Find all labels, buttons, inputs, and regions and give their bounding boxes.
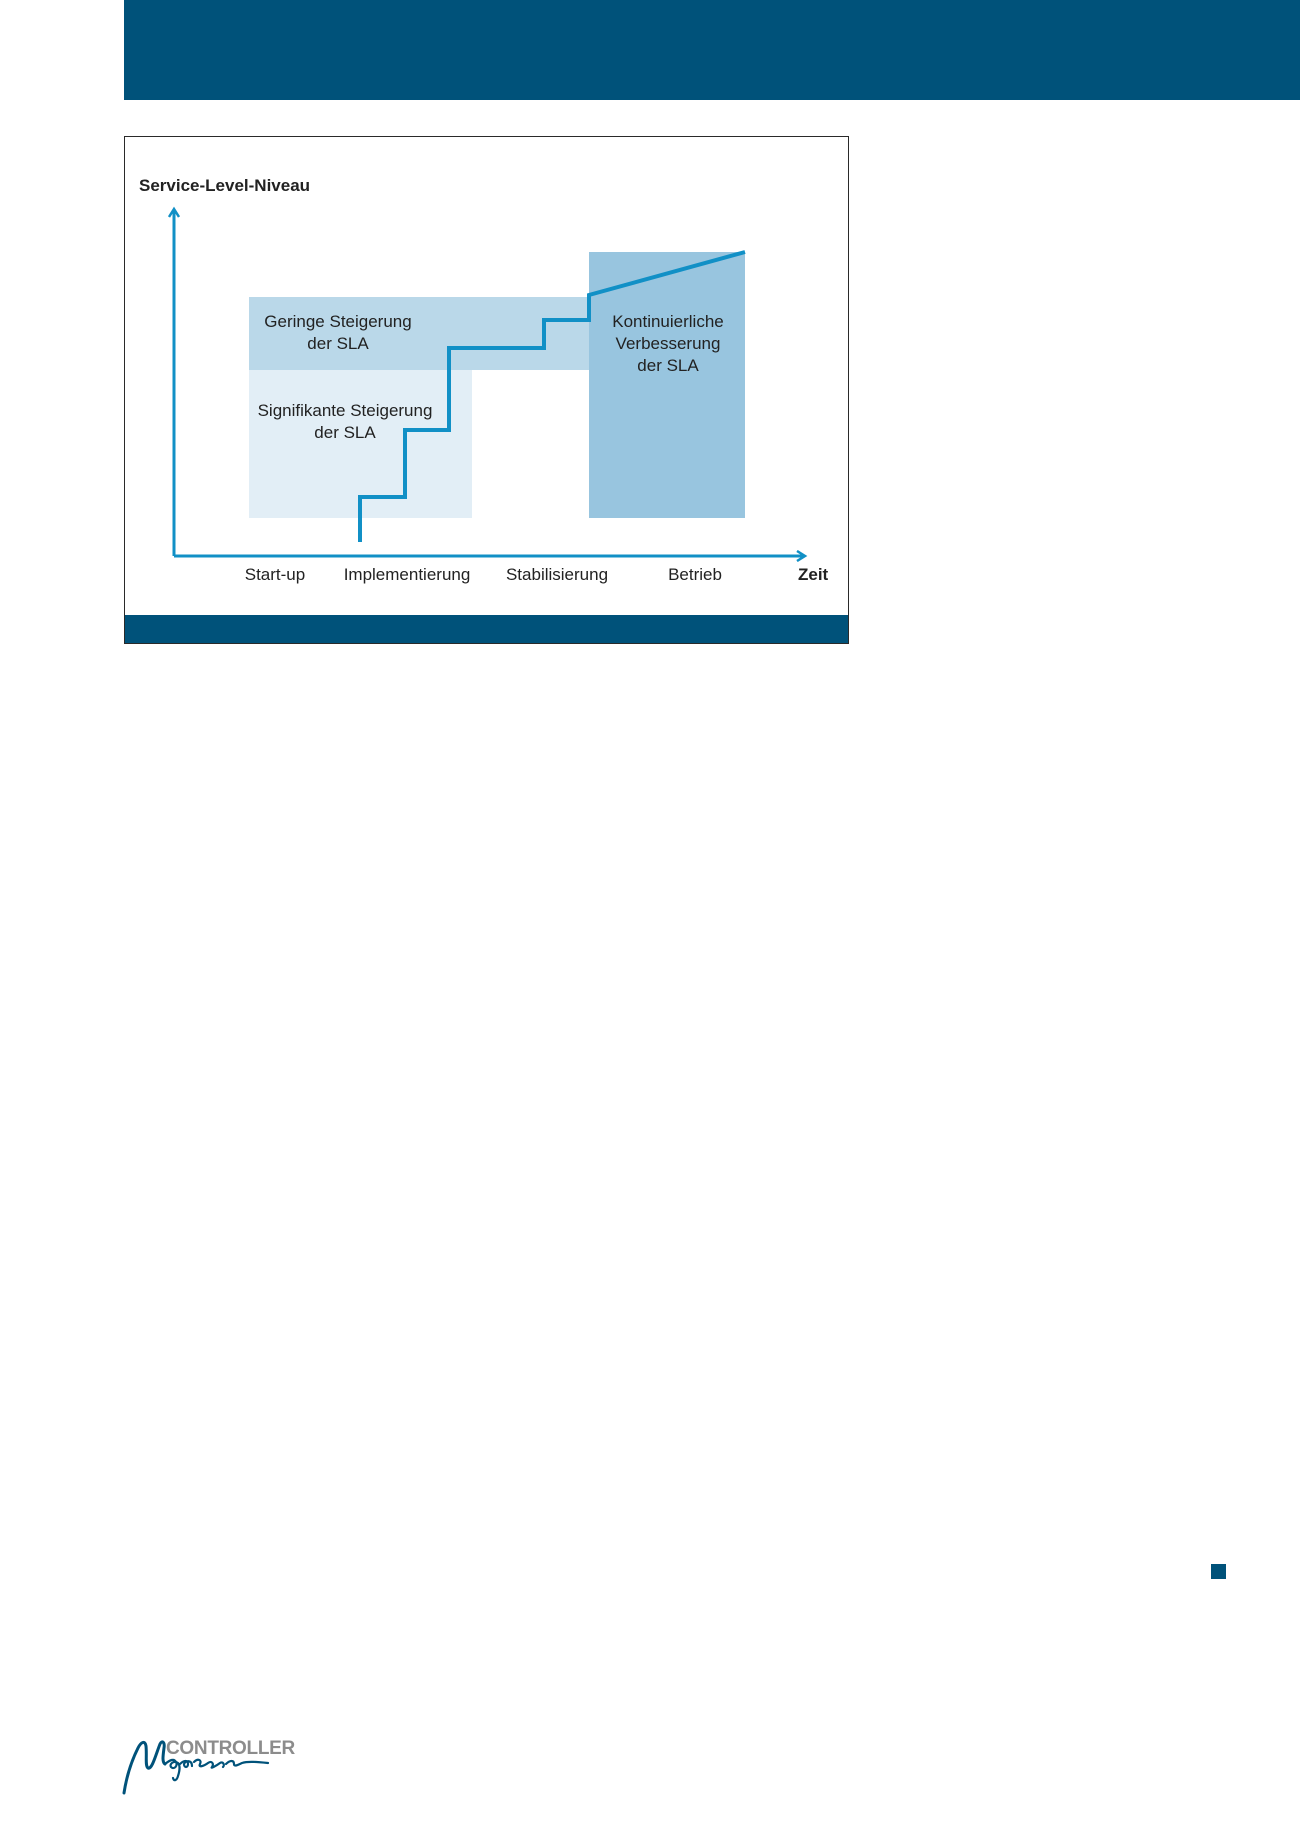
zone-label-kontinuierliche-line-2: Verbesserung: [615, 334, 721, 353]
header-band: [124, 0, 1300, 100]
y-axis-label: Service-Level-Niveau: [139, 176, 311, 195]
zone-label-signifikante-line-1: Signifikante Steigerung: [257, 401, 433, 420]
article-end-square: [1211, 1564, 1226, 1579]
x-axis-label: Zeit: [798, 565, 829, 584]
service-level-diagram: [125, 137, 850, 645]
phase-label-implementierung: Implementierung: [343, 565, 471, 584]
zone-kontinuierliche-verbesserung: [589, 252, 745, 518]
figure-footer-band: [125, 615, 848, 643]
phase-label-stabilisierung: Stabilisierung: [505, 565, 609, 584]
zone-label-geringe-line-2: der SLA: [307, 334, 369, 353]
phase-label-betrieb: Betrieb: [668, 565, 722, 584]
zone-label-kontinuierliche-line-1: Kontinuierliche: [612, 312, 724, 331]
logo-wordmark: CONTROLLER: [166, 1738, 295, 1759]
zone-label-geringe-line-1: Geringe Steigerung: [264, 312, 412, 331]
logo-script-magazin: [118, 1730, 288, 1800]
controller-magazin-logo: [118, 1730, 295, 1800]
zone-label-signifikante-line-2: der SLA: [314, 423, 376, 442]
diagram-figure: [124, 136, 849, 644]
zone-label-kontinuierliche-line-3: der SLA: [637, 356, 699, 375]
phase-label-start-up: Start-up: [244, 565, 306, 584]
